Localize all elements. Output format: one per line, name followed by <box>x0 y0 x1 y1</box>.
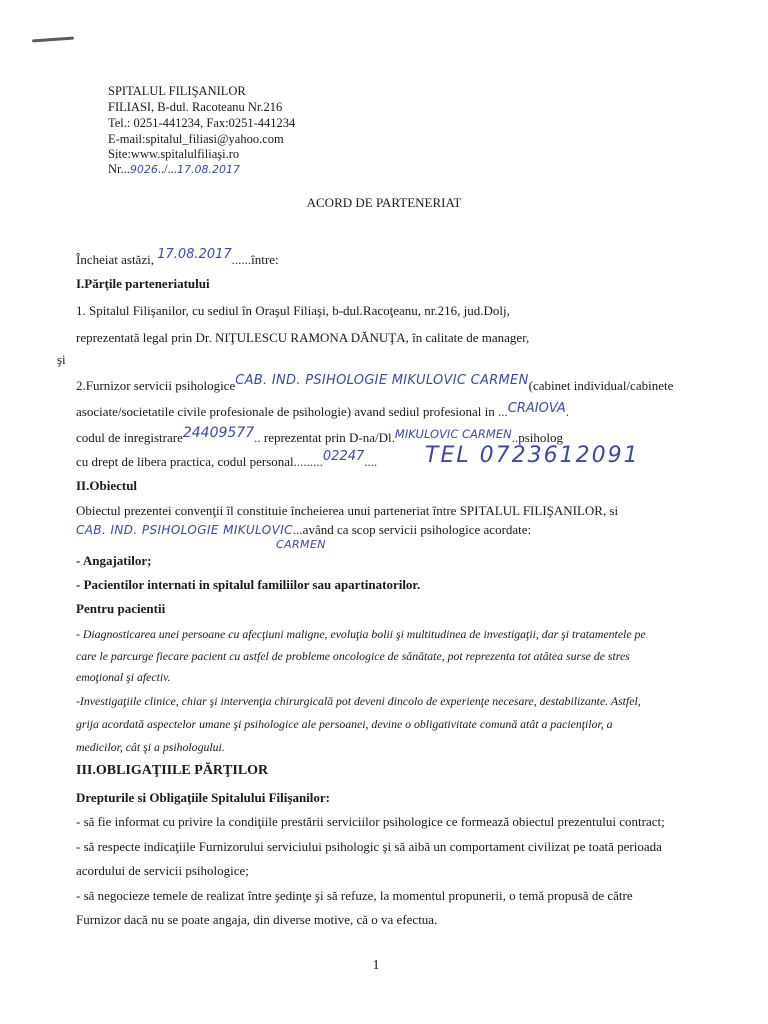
handwritten-nr: 9026 <box>129 163 158 176</box>
conjunction-and: şi <box>57 352 66 367</box>
handwritten-registration-code: 24409577 <box>182 425 255 441</box>
patient-text-2-line-2: grija acordată aspectelor umane şi psihologice ale persoanei, devine o obligativitate comună atât a pacienţilor, a <box>76 717 613 731</box>
handwritten-date: 17.08.2017 <box>157 247 232 262</box>
handwritten-phone: TEL 0723612091 <box>425 443 640 468</box>
party-1-line-1: 1. Spitalul Filişanilor, cu sediul în Oraşul Filiaşi, b-dul.Racoţeanu, nr.216, jud.Dolj, <box>76 303 510 318</box>
handwritten-nr-date: 17.08.2017 <box>176 163 240 176</box>
document-title: ACORD DE PARTENERIAT <box>306 195 462 210</box>
party-2-line-3: codul de inregistrare24409577.. reprezentat prin D-na/Dl.MIKULOVIC CARMEN..psiholog <box>76 425 563 445</box>
section-3-heading: III.OBLIGAŢIILE PĂRŢILOR <box>76 763 269 778</box>
handwritten-representative: MIKULOVIC CARMEN <box>394 427 512 441</box>
intro-line: Încheiat astăzi, 17.08.2017......între: <box>76 247 279 267</box>
registration-number: Nr...9026../...17.08.2017 <box>108 162 240 176</box>
handwritten-city: CRAIOVA <box>507 401 566 416</box>
hospital-address: FILIASI, B-dul. Racoteanu Nr.216 <box>108 100 283 114</box>
party-2-line-2: asociate/societatile civile profesionale de psihologie) avand sediul profesional in ...CRAIOVA. <box>76 401 569 419</box>
patient-text-2-line-1: -Investigaţiile clinice, chiar şi intervenţia chirurgicală pot deveni dincolo de experienţe necesare, destabilizante. Astfel, <box>76 694 641 708</box>
handwritten-provider-object-2: CARMEN <box>276 538 326 551</box>
page-number: 1 <box>372 958 380 973</box>
obligation-3-line-2: Furnizor dacă nu se poate angaja, din diverse motive, că o va efectua. <box>76 912 438 927</box>
hospital-email: E-mail:spitalul_filiasi@yahoo.com <box>108 132 284 146</box>
object-line-2: CAB. IND. PSIHOLOGIE MIKULOVIC...având ca scop servicii psihologice acordate: <box>76 522 532 537</box>
obligation-2-line-1: - să respecte indicaţiile Furnizorului serviciului psihologic şi să aibă un comportament civilizat pe toată perioada <box>76 839 662 854</box>
handwritten-provider-object: CAB. IND. PSIHOLOGIE MIKULOVIC <box>76 523 293 537</box>
patients-subheading: Pentru pacientii <box>76 601 166 616</box>
patient-text-2-line-3: medicilor, cât şi a psihologului. <box>76 740 225 754</box>
section-1-heading: I.Părţile parteneriatului <box>76 276 210 291</box>
bullet-employees: - Angajatilor; <box>76 553 152 568</box>
obligation-1: - să fie informat cu privire la condiţiile prestării serviciilor psihologice ce formează obiectul prezentului contract; <box>76 814 665 829</box>
section-2-heading: II.Obiectul <box>76 478 138 493</box>
party-2-line-1: 2.Furnizor servicii psihologiceCAB. IND. PSIHOLOGIE MIKULOVIC CARMEN(cabinet individual/cabinete <box>76 373 674 393</box>
bullet-patients: - Pacientilor internati in spitalul familiilor sau apartinatorilor. <box>76 577 421 592</box>
handwritten-provider: CAB. IND. PSIHOLOGIE MIKULOVIC CARMEN <box>235 373 529 388</box>
handwritten-personal-code: 02247 <box>322 449 365 464</box>
hospital-phone: Tel.: 0251-441234, Fax:0251-441234 <box>108 116 296 130</box>
obligation-3-line-1: - să negocieze temele de realizat între şedinţe şi să refuze, la momentul propunerii, o temă propusă de către <box>76 888 633 903</box>
obligation-2-line-2: acordului de servicii psihologice; <box>76 863 249 878</box>
patient-text-1-line-2: care le parcurge fiecare pacient cu astfel de probleme oncologice de sănătate, pot reprezenta tot atâtea surse de stres <box>76 649 630 663</box>
object-line-1: Obiectul prezentei convenţii îl constituie încheierea unui parteneriat între SPITALUL FILIŞANILOR, si <box>76 503 619 518</box>
party-2-line-4: cu drept de libera practica, codul personal.........02247.... <box>76 449 378 469</box>
patient-text-1-line-3: emoţional şi afectiv. <box>76 670 171 684</box>
hospital-name: SPITALUL FILIŞANILOR <box>108 84 246 98</box>
section-3-subheading: Drepturile si Obligaţiile Spitalului Filişanilor: <box>76 790 331 805</box>
party-1-line-2: reprezentată legal prin Dr. NIŢULESCU RAMONA DĂNUŢA, în calitate de manager, <box>76 330 530 345</box>
hospital-site: Site:www.spitalulfiliaşi.ro <box>108 147 240 161</box>
patient-text-1-line-1: - Diagnosticarea unei persoane cu afecţiuni maligne, evoluţia bolii şi multitudinea de investigaţii, dar şi tratamentele pe <box>76 627 646 641</box>
scan-mark <box>32 37 74 43</box>
